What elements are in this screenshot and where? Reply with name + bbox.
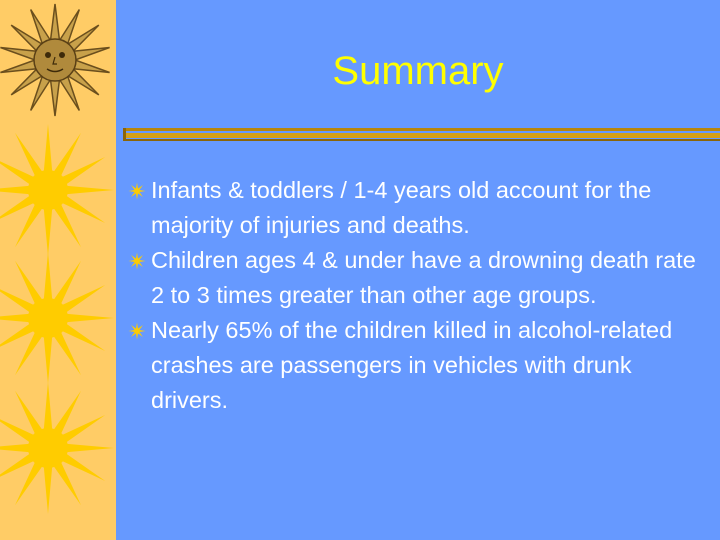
- bullet-text: Nearly 65% of the children killed in alcohol-related crashes are passengers in vehicles with drunk drivers.: [151, 317, 673, 413]
- bullet-item: [128, 173, 708, 243]
- left-decor-strip: [0, 0, 116, 540]
- sun-decorations: [0, 0, 116, 540]
- star-bullet-icon: [128, 322, 146, 340]
- sun-face-icon: [0, 4, 109, 116]
- bullet-item: [128, 243, 708, 313]
- bullet-text: Infants & toddlers / 1-4 years old account for the majority of injuries and deaths.: [151, 177, 652, 238]
- bullet-list: [128, 173, 708, 418]
- slide-title: Summary: [332, 49, 504, 93]
- bullet-text: Children ages 4 & under have a drowning death rate 2 to 3 times greater than other age groups.: [151, 247, 696, 308]
- star-bullet-icon: [128, 182, 146, 200]
- star-bullet-icon: [128, 252, 146, 270]
- bullet-item: [128, 313, 708, 418]
- title-divider: [123, 128, 720, 141]
- sunburst-icon: [0, 252, 114, 384]
- sunburst-icon: [0, 124, 114, 256]
- sunburst-icon: [0, 382, 114, 514]
